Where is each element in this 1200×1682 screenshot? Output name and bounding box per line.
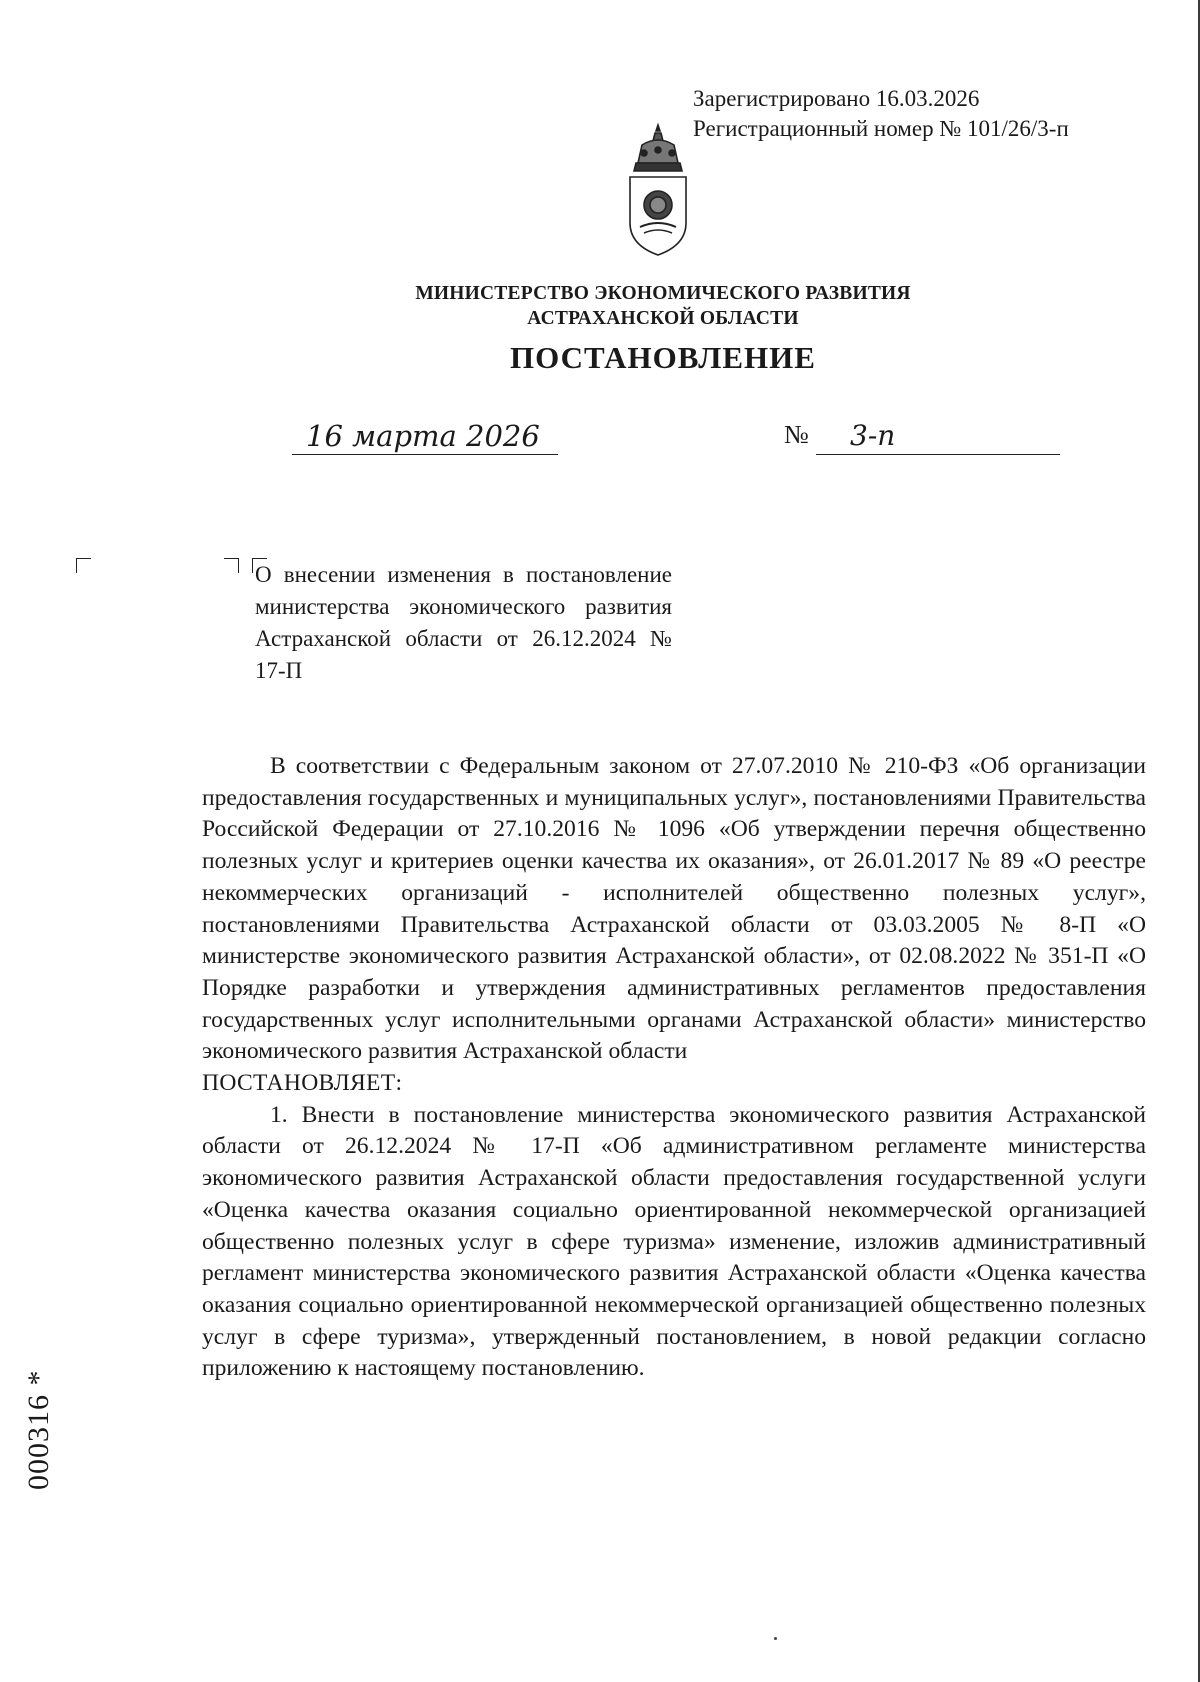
handwritten-number: 3-п <box>816 418 1060 455</box>
left-margin-corner-mark <box>76 558 91 573</box>
registration-block <box>693 84 1069 144</box>
subject-corner-mark-left <box>224 558 239 573</box>
side-serial-stamp: 000316 * <box>22 1369 55 1490</box>
ministry-line-1: МИНИСТЕРСТВО ЭКОНОМИЧЕСКОГО РАЗВИТИЯ <box>415 283 911 304</box>
resolves-heading: ПОСТАНОВЛЯЕТ: <box>202 1070 403 1097</box>
ministry-name <box>300 281 1026 331</box>
subject-text: О внесении изменения в постановление министерства экономического развития Астраханской области от 26.12.2024 № 17-П <box>255 562 672 683</box>
item-1-paragraph: 1. Внести в постановление министерства экономического развития Астраханской области от 26.12.2024 № 17-П «Об административном регламенте министерства экономического развития Астраханской области предоставления государственной услуги «Оценка качества оказания социально ориентированной некоммерческой организацией общественно полезных услуг в сфере туризма» изменение, изложив административный регламент министерства экономического развития Астраханской области «Оценка качества оказания социально ориентированной некоммерческой организацией общественно полезных услуг в сфере туризма», утвержденный постановлением, в новой редакции согласно приложению к настоящему постановлению. <box>202 1101 1146 1382</box>
handwritten-date: 16 марта 2026 <box>292 418 558 455</box>
subject-block <box>255 559 672 687</box>
document-body <box>202 751 1146 1385</box>
registration-number: Регистрационный номер № 101/26/3-п <box>693 116 1069 141</box>
coat-of-arms-icon <box>622 123 694 259</box>
document-type-title: ПОСТАНОВЛЕНИЕ <box>510 340 816 375</box>
scan-speck <box>774 1637 777 1640</box>
registration-date: Зарегистрировано 16.03.2026 <box>693 86 980 111</box>
ministry-line-2: АСТРАХАНСКОЙ ОБЛАСТИ <box>527 308 799 329</box>
number-label: № <box>784 420 809 449</box>
preamble-paragraph: В соответствии с Федеральным законом от 27.07.2010 № 210-ФЗ «Об организации предоставления государственных и муниципальных услуг», постановлениями Правительства Российской Федерации от 27.10.2016 № 1096 «Об утверждении перечня общественно полезных услуг и критериев оценки качества их оказания», от 26.01.2017 № 89 «О реестре некоммерческих организаций - исполнителей общественно полезных услуг», постановлениями Правительства Астраханской области от 03.03.2005 № 8-П «О министерстве экономического развития Астраханской области», от 02.08.2022 № 351-П «О Порядке разработки и утверждения административных регламентов предоставления государственных услуг исполнительными органами Астраханской области» министерство экономического развития Астраханской области <box>202 753 1146 1065</box>
